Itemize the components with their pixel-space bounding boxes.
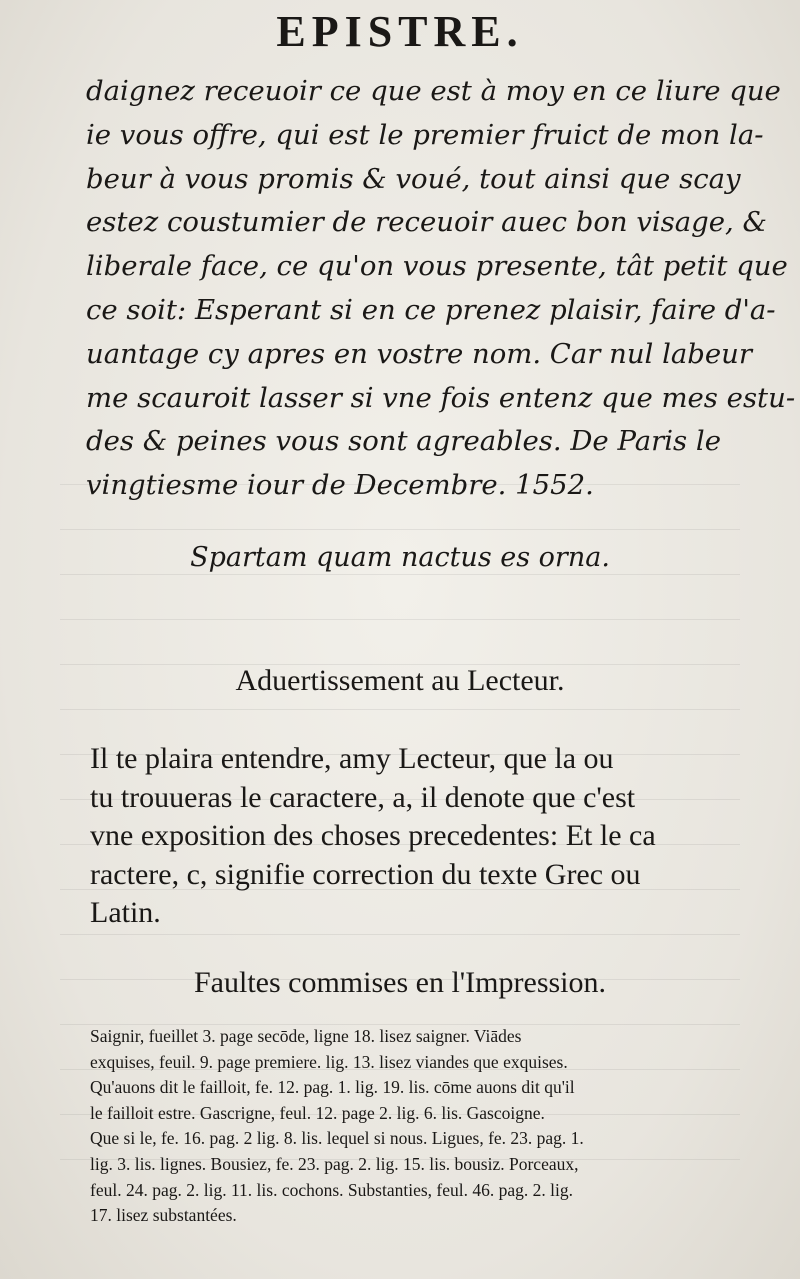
letter-line: vingtiesme iour de Decembre. 1552.: [86, 469, 594, 502]
letter-line: ce soit: Esperant si en ce prenez plaisir, faire d'a-: [86, 293, 776, 326]
letter-line: des & peines vous sont agreables. De Paris le: [86, 425, 721, 458]
notice-body: [90, 740, 760, 933]
letter-line: beur à vous promis & voué, tout ainsi que scay: [86, 162, 741, 195]
notice-line: tu trouueras le caractere, a, il denote que c'est: [90, 780, 636, 814]
letter-line: uantage cy apres en vostre nom. Car nul labeur: [86, 337, 753, 370]
motto: Spartam quam nactus es orna.: [190, 542, 610, 573]
errata-line: lig. 3. lis. lignes. Bousiez, fe. 23. pag. 2. lig. 15. lis. bousiz. Porceaux,: [90, 1153, 579, 1174]
errata-line: 17. lisez substantées.: [90, 1205, 237, 1226]
notice-line: Il te plaira entendre, amy Lecteur, que la ou: [90, 742, 614, 775]
letter-line: me scauroit lasser si vne fois entenz que mes estu-: [86, 381, 796, 414]
errata-line: Qu'auons dit le failloit, fe. 12. pag. 1. lig. 19. lis. cōme auons dit qu'il: [90, 1077, 575, 1098]
errata-line: le failloit estre. Gascrigne, feul. 12. page 2. lig. 6. lis. Gascoigne.: [90, 1102, 545, 1123]
running-head: EPISTRE.: [276, 7, 524, 56]
letter-line: estez coustumier de receuoir auec bon visage, &: [86, 206, 768, 239]
notice-line: vne exposition des choses precedentes: Et le ca: [90, 819, 656, 852]
errata-line: exquises, feuil. 9. page premiere. lig. 13. lisez viandes que exquises.: [90, 1051, 568, 1072]
errata-body: [90, 1024, 760, 1229]
notice-line: Latin.: [90, 896, 161, 929]
errata-line: feul. 24. pag. 2. lig. 11. lis. cochons. Substanties, feul. 46. pag. 2. lig.: [90, 1179, 573, 1200]
errata-line: Saignir, fueillet 3. page secōde, ligne 18. lisez saigner. Viādes: [90, 1026, 522, 1046]
notice-line: ractere, c, signifie correction du texte Grec ou: [90, 857, 641, 891]
letter-line: ie vous offre, qui est le premier fruict de mon la-: [86, 118, 764, 151]
letter-line: daignez receuoir ce que est à moy en ce liure que: [86, 75, 781, 107]
letter-line: liberale face, ce qu'on vous presente, tât petit que: [86, 250, 788, 283]
errata-line: Que si le, fe. 16. pag. 2 lig. 8. lis. lequel si nous. Ligues, fe. 23. pag. 1.: [90, 1128, 584, 1149]
errata-heading: Faultes commises en l'Impression.: [193, 966, 607, 999]
notice-heading: Aduertissement au Lecteur.: [235, 664, 565, 697]
letter-body: [86, 70, 796, 508]
